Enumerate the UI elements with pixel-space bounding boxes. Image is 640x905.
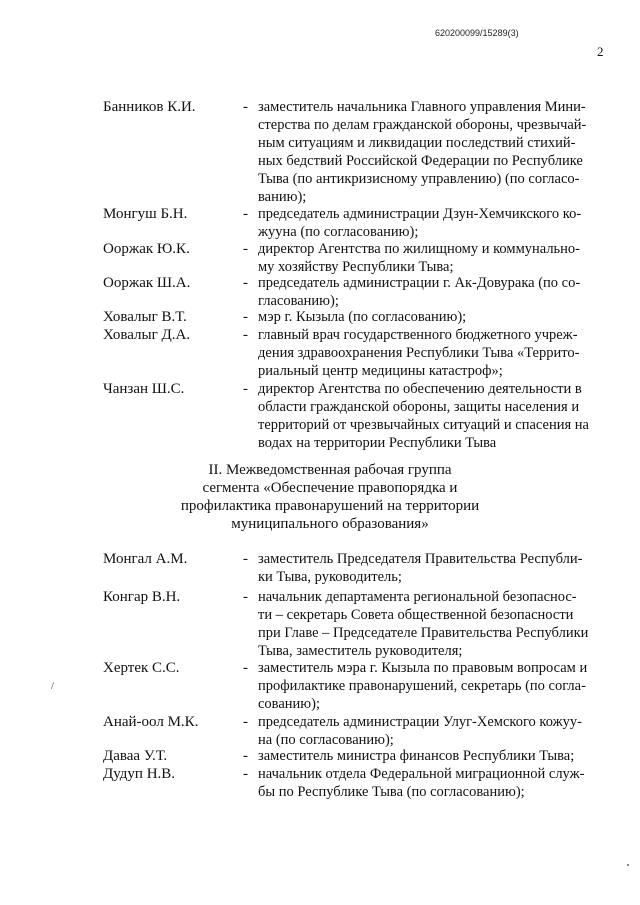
member-name: Ооржак Ш.А. [103, 275, 191, 291]
member-description [258, 98, 610, 206]
member-description [258, 380, 610, 452]
member-dash: - [243, 660, 248, 676]
member-description [258, 747, 610, 765]
member-dash: - [243, 748, 248, 764]
member-description [258, 765, 610, 801]
member-description-line: начальник департамента региональной безопаснос- [258, 589, 577, 605]
member-description-line: профилактике правонарушений, секретарь (по согла- [258, 678, 586, 694]
member-description-line: председатель администрации Дзун-Хемчикского ко- [258, 206, 582, 222]
member-name: Дудуп Н.В. [103, 766, 176, 782]
member-name: Конгар В.Н. [103, 589, 181, 605]
member-name: Чанзан Ш.С. [103, 381, 185, 397]
member-description-line: заместитель начальника Главного управления Мини- [258, 99, 586, 115]
member-name: Ховалыг Д.А. [103, 327, 191, 343]
member-description-line: на (по согласованию); [258, 732, 394, 748]
member-description-line: ных бедствий Российской Федерации по Республике [258, 153, 583, 169]
member-description [258, 308, 610, 326]
member-name: Монгал А.М. [103, 551, 188, 567]
member-description-line: председатель администрации Улуг-Хемского кожуу- [258, 714, 582, 730]
member-description [258, 588, 610, 660]
member-description [258, 713, 610, 749]
section-heading-line: муниципального образования» [231, 516, 429, 532]
member-description-line: мэр г. Кызыла (по согласованию); [258, 309, 467, 325]
member-description-line: области гражданской обороны, защиты населения и [258, 399, 580, 415]
member-description-line: главный врач государственного бюджетного учреж- [258, 327, 578, 343]
member-name: Ооржак Ю.К. [103, 241, 190, 257]
member-dash: - [243, 589, 248, 605]
member-description-line: водах на территории Республики Тыва [258, 435, 497, 451]
member-description-line: при Главе – Председателе Правительства Республики [258, 625, 589, 641]
member-description-line: Тыва (по антикризисному управлению) (по согласо- [258, 171, 580, 187]
member-dash: - [243, 275, 248, 291]
member-name: Анай-оол М.К. [103, 714, 199, 730]
section-heading [140, 461, 520, 533]
member-name: Монгуш Б.Н. [103, 206, 188, 222]
member-description-line: стерства по делам гражданской обороны, чрезвычай- [258, 117, 587, 133]
member-dash: - [243, 766, 248, 782]
member-description-line: начальник отдела Федеральной миграционной служ- [258, 766, 585, 782]
member-description [258, 550, 610, 586]
member-description-line: территорий от чрезвычайных ситуаций и спасения на [258, 417, 589, 433]
member-description-line: ти – секретарь Совета общественной безопасности [258, 607, 574, 623]
member-description [258, 659, 610, 713]
member-description [258, 205, 610, 241]
member-dash: - [243, 551, 248, 567]
member-description-line: ки Тыва, руководитель; [258, 569, 402, 585]
member-dash: - [243, 241, 248, 257]
member-name: Ховалыг В.Т. [103, 309, 187, 325]
member-name: Хертек С.С. [103, 660, 180, 676]
member-description-line: жууна (по согласованию); [258, 224, 419, 240]
member-dash: - [243, 327, 248, 343]
member-description-line: му хозяйству Республики Тыва; [258, 259, 454, 275]
member-description-line: дения здравоохранения Республики Тыва «Террито- [258, 345, 580, 361]
member-description [258, 240, 610, 276]
member-description-line: риальный центр медицины катастроф»; [258, 363, 503, 379]
member-description-line: заместитель мэра г. Кызыла по правовым вопросам и [258, 660, 588, 676]
member-description [258, 326, 610, 380]
section-heading-line: II. Межведомственная рабочая группа [208, 462, 452, 478]
member-description-line: председатель администрации г. Ак-Довурака (по со- [258, 275, 581, 291]
member-dash: - [243, 309, 248, 325]
member-dash: - [243, 381, 248, 397]
member-name: Банников К.И. [103, 99, 196, 115]
member-description-line: заместитель министра финансов Республики Тыва; [258, 748, 575, 764]
section-heading-line: сегмента «Обеспечение правопорядка и [202, 480, 458, 496]
page-number: 2 [597, 44, 604, 59]
member-description-line: ванию); [258, 189, 307, 205]
document-number: 620200099/15289(3) [435, 28, 519, 38]
member-description-line: Тыва, заместитель руководителя; [258, 643, 463, 659]
member-description-line: ным ситуациям и ликвидации последствий стихий- [258, 135, 576, 151]
member-description [258, 274, 610, 310]
margin-mark: / [51, 680, 55, 692]
member-dash: - [243, 99, 248, 115]
member-name: Даваа У.Т. [103, 748, 168, 764]
scan-speck [627, 864, 629, 866]
member-dash: - [243, 206, 248, 222]
member-description-line: бы по Республике Тыва (по согласованию); [258, 784, 525, 800]
section-heading-line: профилактика правонарушений на территории [180, 498, 480, 514]
member-dash: - [243, 714, 248, 730]
member-description-line: заместитель Председателя Правительства Республи- [258, 551, 583, 567]
member-description-line: гласованию); [258, 293, 339, 309]
member-description-line: сованию); [258, 696, 320, 712]
member-description-line: директор Агентства по жилищному и коммунально- [258, 241, 581, 257]
member-description-line: директор Агентства по обеспечению деятельности в [258, 381, 582, 397]
